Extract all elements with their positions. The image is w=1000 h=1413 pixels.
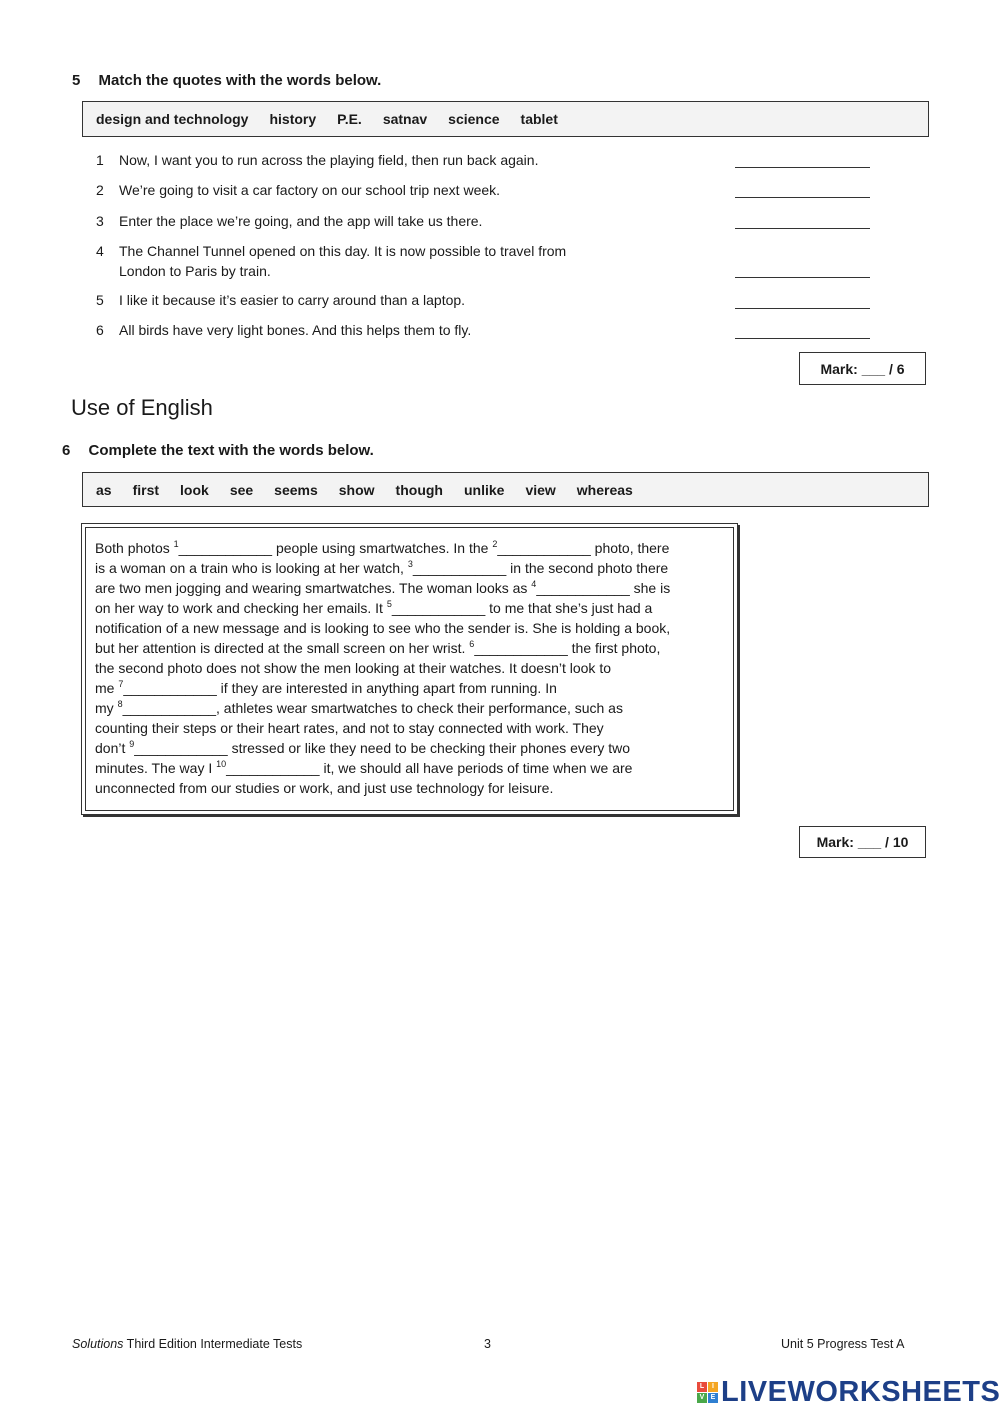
word-option: though [395,481,443,498]
task6-mark-box: Mark: ___ / 10 [799,826,926,858]
gap-number: 9 [129,739,135,749]
text-line [95,640,660,656]
item-text: All birds have very light bones. And this helps them to fly. [119,322,472,338]
gap-5[interactable]: ____________ [391,600,486,616]
section-title: Use of English [71,395,213,420]
logo-cell: L [697,1382,707,1392]
liveworksheets-logo-icon [697,1382,718,1403]
item-number: 4 [96,243,104,259]
page-number: 3 [484,1337,491,1351]
text-line [95,580,670,596]
gap-10[interactable]: ____________ [226,760,320,776]
word-option: unlike [463,481,505,498]
text-segment: on her way to work and checking her emails. It [95,600,387,616]
text-segment: , athletes wear smartwatches to check their performance, such as [216,700,623,716]
answer-line-1[interactable] [735,167,870,168]
gap-number: 4 [531,579,537,589]
word-option: first [132,481,160,498]
text-line: counting their steps or their heart rates, and not to stay connected with work. They [95,720,604,736]
text-line [95,740,630,756]
gap-number: 1 [173,539,179,549]
text-segment: people using smartwatches. In the [272,540,493,556]
text-segment: is a woman on a train who is looking at her watch, [95,560,408,576]
item-text [119,242,639,281]
answer-line-3[interactable] [735,228,870,229]
word-option: see [229,481,254,498]
task5-word-box [82,101,929,137]
text-segment: my [95,700,118,716]
task6-word-box [82,472,929,507]
word-option: look [180,481,209,498]
item-number: 3 [96,213,104,229]
text-segment: minutes. The way I [95,760,217,776]
item-text: Now, I want you to run across the playing field, then run back again. [119,152,539,168]
item-number: 1 [96,152,104,168]
text-line: unconnected from our studies or work, and just use technology for leisure. [95,780,554,796]
gap-number: 7 [118,679,124,689]
item-number: 6 [96,322,104,338]
gap-number: 5 [386,599,392,609]
word-option: science [448,111,500,127]
task5-heading [72,72,381,89]
word-option: P.E. [337,111,362,127]
task5-mark-box: Mark: ___ / 6 [799,352,926,385]
text-line [95,680,557,696]
gap-number: 3 [407,559,413,569]
gap-2[interactable]: ____________ [497,540,591,556]
gap-6[interactable]: ____________ [474,640,568,656]
text-line [95,560,668,576]
gap-8[interactable]: ____________ [122,700,217,716]
word-option: as [96,481,112,498]
text-line [95,540,669,556]
logo-cell: I [708,1382,718,1392]
text-segment: it, we should all have periods of time when we are [319,760,633,776]
text-segment: to me that she’s just had a [485,600,653,616]
footer-book-title [72,1337,302,1351]
gap-1[interactable]: ____________ [178,540,273,556]
text-segment: photo, there [590,540,670,556]
text-line [95,760,632,776]
word-option: show [338,481,375,498]
text-segment: Both photos [95,540,174,556]
text-segment: are two men jogging and wearing smartwatches. The woman looks as [95,580,532,596]
item-number: 5 [96,292,104,308]
gap-number: 2 [492,539,498,549]
task5-instruction: Match the quotes with the words below. [98,72,382,89]
logo-cell: E [708,1393,718,1403]
word-option: seems [274,481,318,498]
text-segment: if they are interested in anything apart from running. In [216,680,557,696]
item-text: We’re going to visit a car factory on our school trip next week. [119,182,501,198]
answer-line-6[interactable] [735,338,870,339]
task6-number: 6 [62,442,71,459]
gap-3[interactable]: ____________ [412,560,507,576]
task5-number: 5 [72,72,81,89]
item-text-line: London to Paris by train. [119,262,271,279]
footer-unit: Unit 5 Progress Test A [781,1337,905,1351]
text-segment: stressed or like they need to be checking their phones every two [227,740,631,756]
gap-7[interactable]: ____________ [123,680,217,696]
text-line [95,700,623,716]
word-option: tablet [520,111,558,127]
book-title-rest: Third Edition Intermediate Tests [123,1337,303,1351]
text-segment: she is [629,580,671,596]
task6-instruction: Complete the text with the words below. [88,442,374,459]
book-title-italic: Solutions [72,1337,124,1351]
word-option: view [525,481,556,498]
text-segment: but her attention is directed at the small screen on her wrist. [95,640,470,656]
word-option: design and technology [96,111,249,127]
item-text-line: The Channel Tunnel opened on this day. It is now possible to travel from [119,243,567,259]
logo-cell: V [697,1393,707,1403]
text-line: the second photo does not show the men looking at their watches. It doesn’t look to [95,660,611,676]
item-number: 2 [96,182,104,198]
liveworksheets-brand [697,1377,1000,1407]
gap-number: 6 [469,639,475,649]
answer-line-4[interactable] [735,277,870,278]
word-option: history [269,111,317,127]
gap-9[interactable]: ____________ [134,740,228,756]
gap-number: 10 [216,759,227,769]
text-segment: don’t [95,740,130,756]
task6-heading [62,442,374,459]
text-segment: me [95,680,119,696]
text-line: notification of a new message and is looking to see who the sender is. She is holding a book, [95,620,671,636]
text-segment: in the second photo there [506,560,669,576]
gap-number: 8 [117,699,123,709]
gap-fill-text-box [81,523,738,815]
word-option: satnav [382,111,428,127]
answer-line-5[interactable] [735,308,870,309]
item-text: I like it because it’s easier to carry around than a laptop. [119,292,466,308]
text-segment: the first photo, [567,640,661,656]
gap-4[interactable]: ____________ [536,580,630,596]
brand-name: LIVEWORKSHEETS [721,1375,1000,1408]
answer-line-2[interactable] [735,197,870,198]
item-text: Enter the place we’re going, and the app will take us there. [119,213,483,229]
text-line [95,600,652,616]
word-option: whereas [576,481,633,498]
